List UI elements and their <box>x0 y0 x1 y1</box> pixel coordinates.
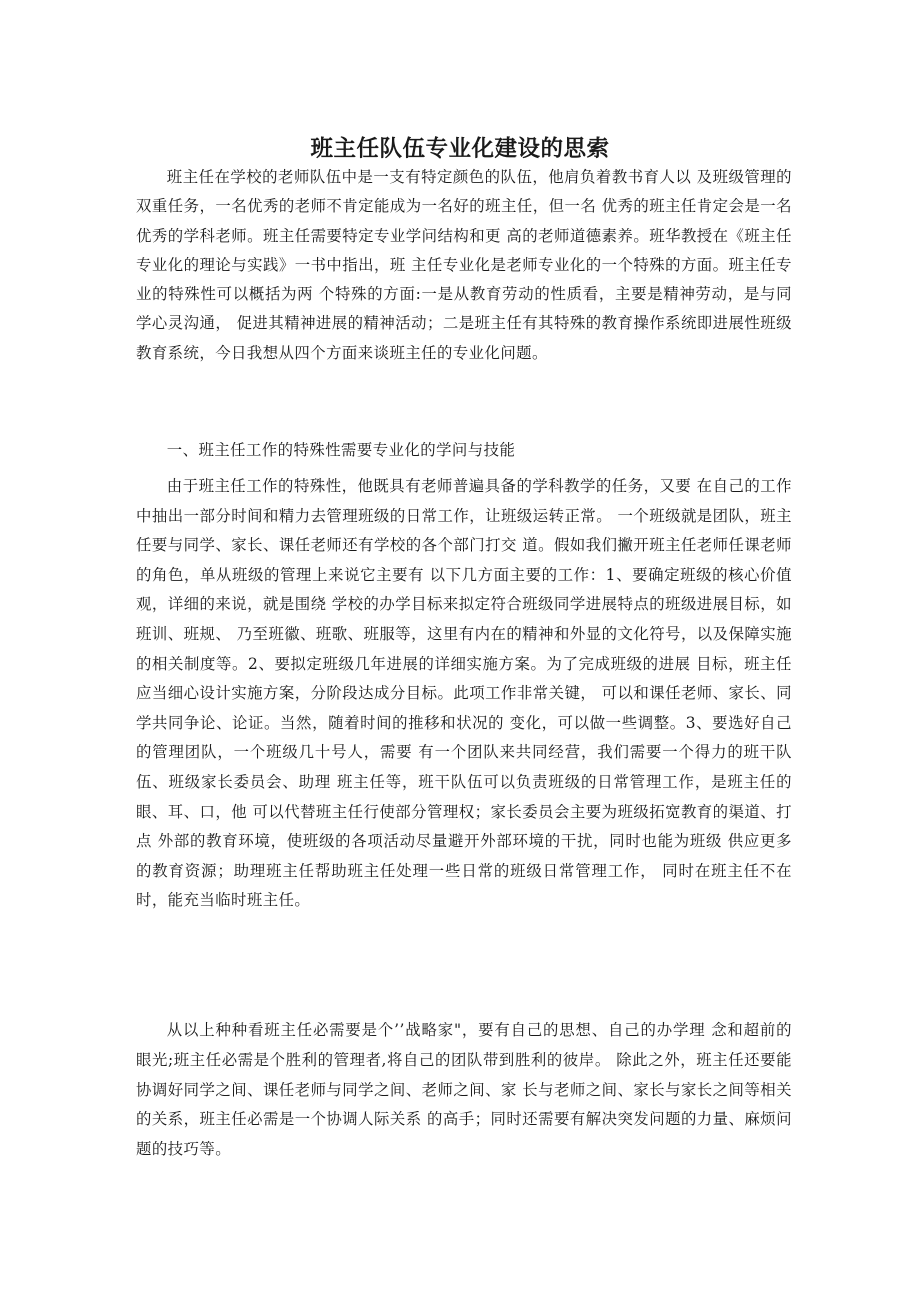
document-title: 班主任队伍专业化建设的思索 <box>310 136 610 163</box>
section-heading: 一、班主任工作的特殊性需要专业化的学问与技能 <box>166 441 516 459</box>
body-paragraph: 从以上种种看班主任必需要是个’’战略家"，要有自己的思想、自己的办学理 念和超前的眼光;班主任必需是个胜利的管理者,将自己的团队带到胜利的彼岸。 除此之外，班主任还要能协调好同学之间、课任老师与同学之间、老师之间、家 长与老师之间、家长与家长之间等相关的关系，班主任必需是一个协调人际关系 的高手；同时还需要有解决突发问题的力量、麻烦问题的技巧等。 <box>136 1021 792 1159</box>
body-paragraph: 由于班主任工作的特殊性，他既具有老师普遍具备的学科教学的任务，又要 在自己的工作中抽出一部分时间和精力去管理班级的日常工作，让班级运转正常。 一个班级就是团队，班主任要与同学、家长、课任老师还有学校的各个部门打交 道。假如我们撇开班主任老师任课老师的角色，单从班级的管理上来说它主要有 以下几方面主要的工作：1、要确定班级的核心价值观，详细的来说，就是围绕 学校的办学目标来拟定符合班级同学进展特点的班级进展目标，如班训、班规、 乃至班徽、班歌、班服等，这里有内在的精神和外显的文化符号，以及保障实施 的相关制度等。2、要拟定班级几年进展的详细实施方案。为了完成班级的进展 目标，班主任应当细心设计实施方案，分阶段达成分目标。此项工作非常关键， 可以和课任老师、家长、同学共同争论、论证。当然，随着时间的推移和状况的 变化，可以做一些调整。3、要选好自己的管理团队，一个班级几十号人，需要 有一个团队来共同经营，我们需要一个得力的班干队伍、班级家长委员会、助理 班主任等，班干队伍可以负责班级的日常管理工作，是班主任的眼、耳、口，他 可以代替班主任行使部分管理权；家长委员会主要为班级拓宽教育的渠道、打点 外部的教育环境，使班级的各项活动尽量避开外部环境的干扰，同时也能为班级 供应更多的教育资源；助理班主任帮助班主任处理一些日常的班级日常管理工作， 同时在班主任不在时，能充当临时班主任。 <box>136 477 792 910</box>
intro-paragraph: 班主任在学校的老师队伍中是一支有特定颜色的队伍，他肩负着教书育人以 及班级管理的双重任务，一名优秀的老师不肯定能成为一名好的班主任，但一名 优秀的班主任肯定会是一名优秀的学科老师。班主任需要特定专业学问结构和更 高的老师道德素养。班华教授在《班主任专业化的理论与实践》一书中指出，班 主任专业化是老师专业化的一个特殊的方面。班主任专业的特殊性可以概括为两 个特殊的方面:一是从教育劳动的性质看，主要是精神劳动，是与同学心灵沟通， 促进其精神进展的精神活动；二是班主任有其特殊的教育操作系统即进展性班级 教育系统，今日我想从四个方面来谈班主任的专业化问题。 <box>136 168 792 362</box>
